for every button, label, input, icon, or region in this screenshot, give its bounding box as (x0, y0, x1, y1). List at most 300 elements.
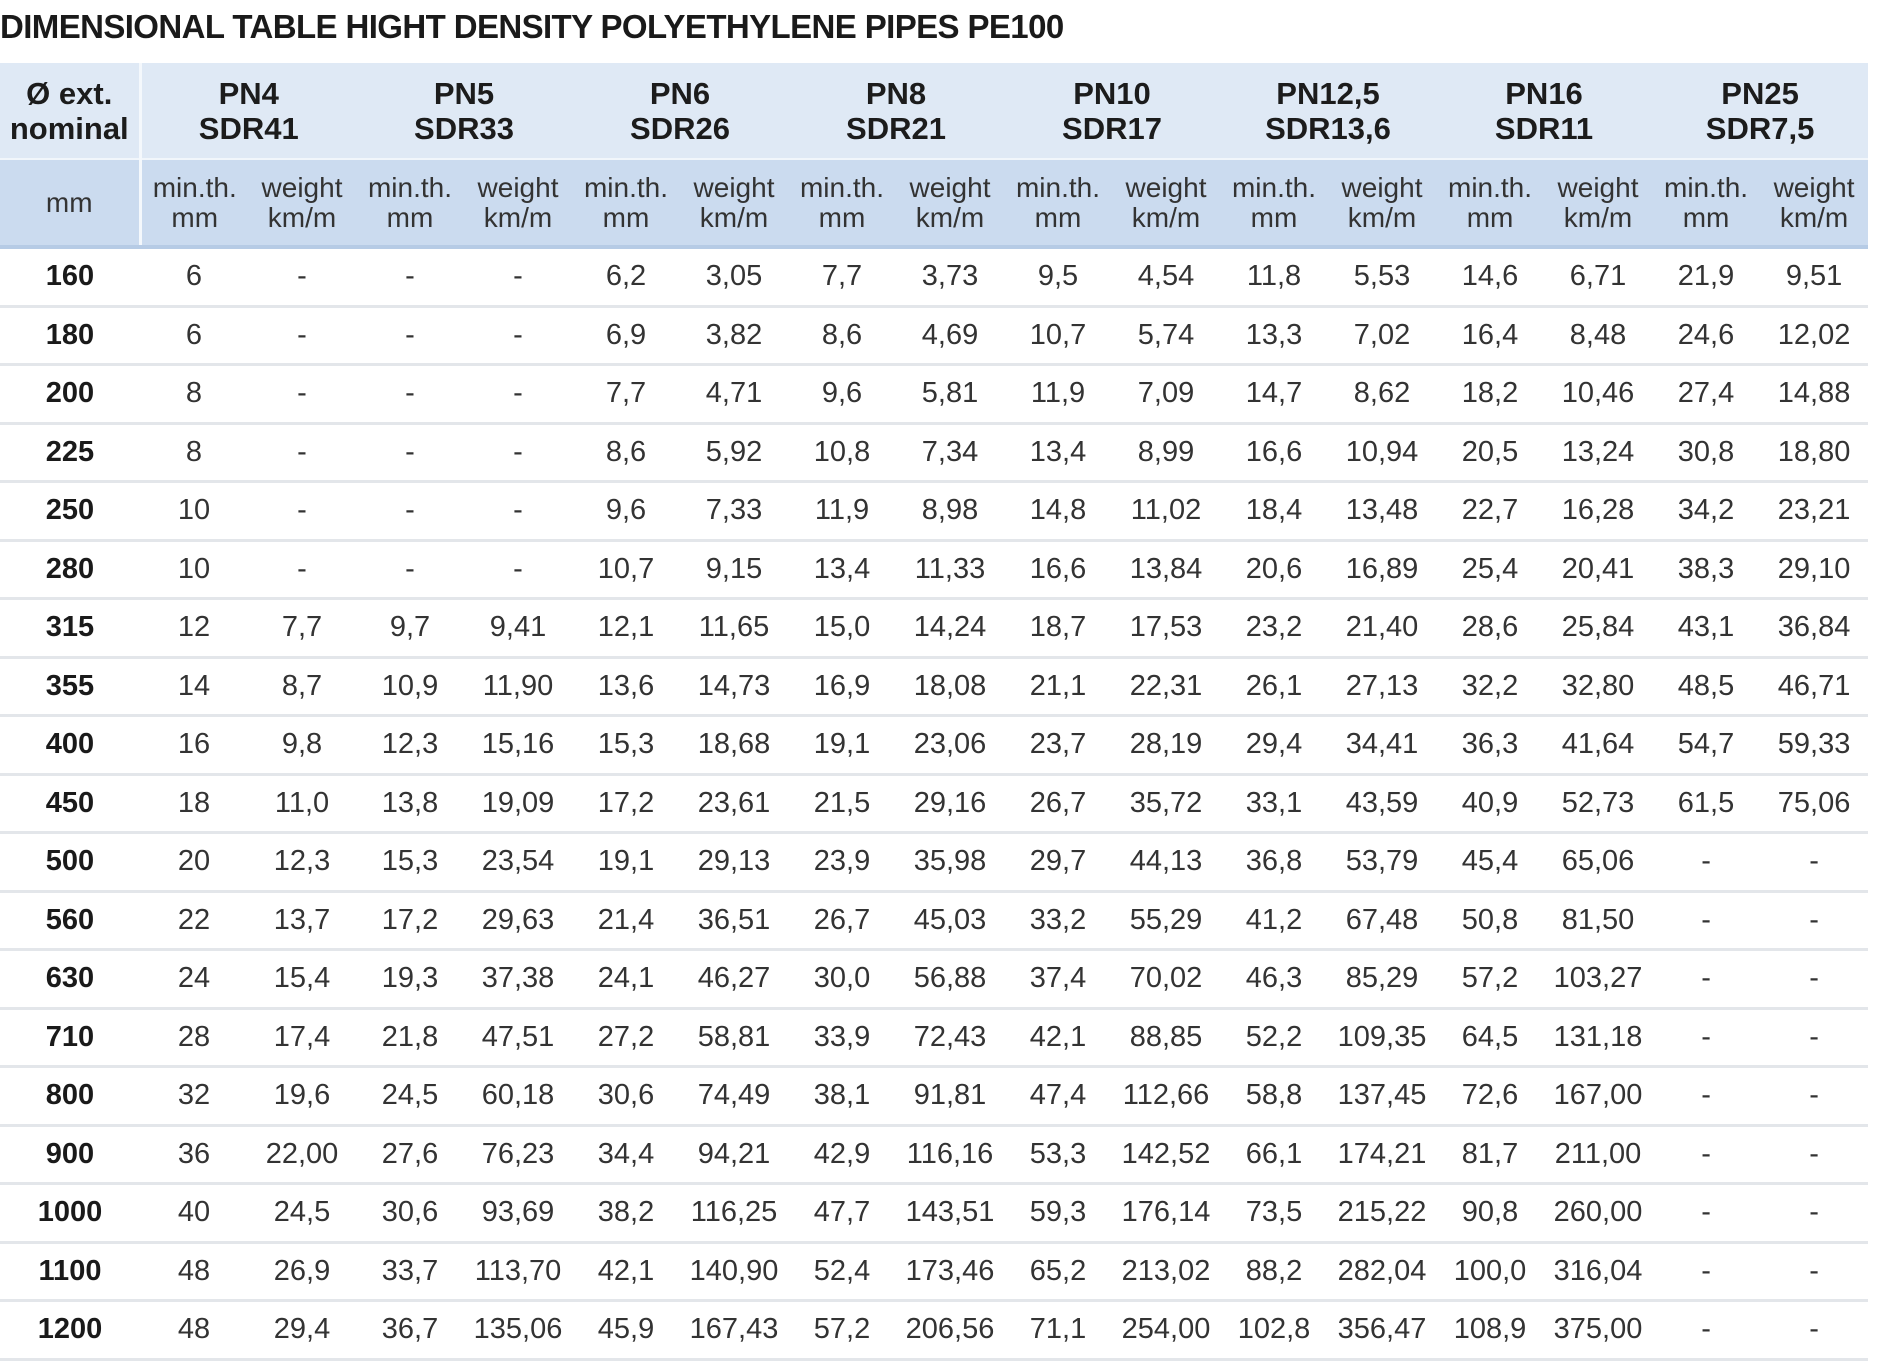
min-thickness-cell: 10 (140, 482, 248, 541)
min-thickness-header (1220, 159, 1328, 247)
min-thickness-cell: 32,2 (1436, 657, 1544, 716)
weight-cell: 113,70 (464, 1242, 572, 1301)
min-thickness-cell: 10,9 (356, 657, 464, 716)
weight-cell: 76,23 (464, 1125, 572, 1184)
min-thickness-cell: 24 (140, 950, 248, 1009)
weight-cell: 22,31 (1112, 657, 1220, 716)
weight-cell: 16,28 (1544, 482, 1652, 541)
weight-cell: 112,66 (1112, 1067, 1220, 1126)
thickness-header-line-1: min.th. (583, 171, 669, 203)
min-thickness-cell: 90,8 (1436, 1184, 1544, 1243)
min-thickness-cell: 54,7 (1652, 716, 1760, 775)
pressure-class-header (356, 63, 572, 159)
weight-cell: 213,02 (1112, 1242, 1220, 1301)
table-row (0, 716, 1868, 775)
weight-header-line-1: weight (693, 171, 775, 203)
weight-cell: 176,14 (1112, 1184, 1220, 1243)
table-row (0, 950, 1868, 1009)
pressure-class-header (1436, 63, 1652, 159)
sdr-label: SDR17 (1062, 110, 1162, 146)
weight-cell: 16,89 (1328, 540, 1436, 599)
weight-cell: 29,63 (464, 891, 572, 950)
od-unit-header: mm (0, 159, 140, 247)
weight-cell: 356,47 (1328, 1301, 1436, 1360)
min-thickness-cell: 26,7 (788, 891, 896, 950)
min-thickness-cell: 15,3 (572, 716, 680, 775)
weight-cell: 8,48 (1544, 306, 1652, 365)
pressure-class-header (788, 63, 1004, 159)
min-thickness-cell: 21,9 (1652, 247, 1760, 306)
min-thickness-cell: 28 (140, 1008, 248, 1067)
min-thickness-cell: 26,1 (1220, 657, 1328, 716)
min-thickness-cell: 40 (140, 1184, 248, 1243)
weight-header-line-2: km/m (1563, 201, 1633, 233)
thickness-header-line-2: mm (818, 201, 866, 233)
weight-cell: 10,94 (1328, 423, 1436, 482)
weight-cell: 282,04 (1328, 1242, 1436, 1301)
weight-cell: 29,13 (680, 833, 788, 892)
outer-diameter-cell: 710 (0, 1008, 140, 1067)
weight-cell: 20,41 (1544, 540, 1652, 599)
weight-cell: 23,54 (464, 833, 572, 892)
min-thickness-cell: 42,1 (1004, 1008, 1112, 1067)
min-thickness-cell: 36,3 (1436, 716, 1544, 775)
weight-cell: 4,71 (680, 365, 788, 424)
weight-header-line-1: weight (1125, 171, 1207, 203)
weight-cell: 26,9 (248, 1242, 356, 1301)
weight-header-line-2: km/m (483, 201, 553, 233)
table-row (0, 306, 1868, 365)
min-thickness-cell: 21,8 (356, 1008, 464, 1067)
min-thickness-cell: 24,6 (1652, 306, 1760, 365)
thickness-header-line-1: min.th. (1448, 171, 1533, 203)
weight-cell: - (1760, 833, 1868, 892)
weight-cell: 260,00 (1544, 1184, 1652, 1243)
min-thickness-cell: 45,4 (1436, 833, 1544, 892)
weight-cell: 37,38 (464, 950, 572, 1009)
min-thickness-cell: 38,1 (788, 1067, 896, 1126)
min-thickness-header (572, 159, 680, 247)
weight-cell: 19,6 (248, 1067, 356, 1126)
outer-diameter-cell: 200 (0, 365, 140, 424)
min-thickness-cell: - (1652, 833, 1760, 892)
pn-label: PN4 (218, 75, 279, 111)
table-row (0, 1125, 1868, 1184)
weight-cell: 7,34 (896, 423, 1004, 482)
min-thickness-header (1436, 159, 1544, 247)
pn-label: PN8 (865, 75, 927, 111)
weight-cell: 23,21 (1760, 482, 1868, 541)
table-row (0, 833, 1868, 892)
weight-cell: 65,06 (1544, 833, 1652, 892)
weight-cell: 8,7 (248, 657, 356, 716)
pn-label: PN16 (1505, 75, 1583, 111)
min-thickness-cell: 33,9 (788, 1008, 896, 1067)
weight-header (680, 159, 788, 247)
min-thickness-cell: 30,6 (572, 1067, 680, 1126)
weight-cell: 167,43 (680, 1301, 788, 1360)
min-thickness-cell: 50,8 (1436, 891, 1544, 950)
min-thickness-header (140, 159, 248, 247)
min-thickness-cell: 20,5 (1436, 423, 1544, 482)
min-thickness-cell: 8,6 (788, 306, 896, 365)
outer-diameter-cell: 400 (0, 716, 140, 775)
weight-cell: 47,51 (464, 1008, 572, 1067)
weight-cell: 36,51 (680, 891, 788, 950)
weight-cell: 17,4 (248, 1008, 356, 1067)
weight-cell: 11,90 (464, 657, 572, 716)
min-thickness-cell: 29,4 (1220, 716, 1328, 775)
weight-cell: - (1760, 1067, 1868, 1126)
min-thickness-cell: 12,1 (572, 599, 680, 658)
weight-cell: 85,29 (1328, 950, 1436, 1009)
min-thickness-cell: 47,4 (1004, 1067, 1112, 1126)
min-thickness-cell: 13,4 (788, 540, 896, 599)
min-thickness-cell: 37,4 (1004, 950, 1112, 1009)
min-thickness-cell: 8 (140, 423, 248, 482)
min-thickness-cell: 15,0 (788, 599, 896, 658)
weight-cell: 143,51 (896, 1184, 1004, 1243)
min-thickness-cell: 27,2 (572, 1008, 680, 1067)
min-thickness-cell: 33,2 (1004, 891, 1112, 950)
weight-cell: 8,99 (1112, 423, 1220, 482)
min-thickness-cell: 102,8 (1220, 1301, 1328, 1360)
min-thickness-cell: 16 (140, 716, 248, 775)
weight-cell: - (464, 306, 572, 365)
thickness-header-line-2: mm (1466, 201, 1514, 233)
weight-cell: 14,88 (1760, 365, 1868, 424)
weight-cell: 43,59 (1328, 774, 1436, 833)
weight-cell: 18,68 (680, 716, 788, 775)
header-row-pressure-class (0, 63, 1868, 159)
min-thickness-cell: 13,8 (356, 774, 464, 833)
min-thickness-cell: 7,7 (572, 365, 680, 424)
outer-diameter-cell: 1200 (0, 1301, 140, 1360)
weight-cell: 11,33 (896, 540, 1004, 599)
weight-cell: 173,46 (896, 1242, 1004, 1301)
min-thickness-cell: 17,2 (356, 891, 464, 950)
table-row (0, 1301, 1868, 1360)
min-thickness-cell: - (1652, 950, 1760, 1009)
min-thickness-cell: 30,8 (1652, 423, 1760, 482)
outer-diameter-cell: 1100 (0, 1242, 140, 1301)
weight-cell: 18,80 (1760, 423, 1868, 482)
weight-cell: 4,69 (896, 306, 1004, 365)
sdr-label: SDR7,5 (1705, 110, 1815, 146)
weight-cell: 93,69 (464, 1184, 572, 1243)
min-thickness-cell: 16,6 (1220, 423, 1328, 482)
weight-cell: 9,8 (248, 716, 356, 775)
weight-cell: 46,27 (680, 950, 788, 1009)
thickness-header-line-2: mm (1250, 201, 1298, 233)
pressure-class-header (1220, 63, 1436, 159)
weight-cell: - (248, 423, 356, 482)
sdr-label: SDR33 (414, 110, 514, 146)
weight-cell: - (1760, 950, 1868, 1009)
min-thickness-cell: - (1652, 1242, 1760, 1301)
weight-cell: 116,16 (896, 1125, 1004, 1184)
pn-label: PN10 (1073, 75, 1151, 111)
min-thickness-cell: 10,7 (572, 540, 680, 599)
table-row (0, 482, 1868, 541)
weight-header-line-2: km/m (1347, 201, 1417, 233)
thickness-header-line-1: min.th. (1231, 171, 1317, 203)
min-thickness-cell: 100,0 (1436, 1242, 1544, 1301)
weight-cell: 140,90 (680, 1242, 788, 1301)
weight-cell: 12,02 (1760, 306, 1868, 365)
min-thickness-cell: 24,1 (572, 950, 680, 1009)
weight-cell: 59,33 (1760, 716, 1868, 775)
pressure-class-header (572, 63, 788, 159)
weight-cell: 28,19 (1112, 716, 1220, 775)
weight-cell: 52,73 (1544, 774, 1652, 833)
min-thickness-cell: 25,4 (1436, 540, 1544, 599)
outer-diameter-cell: 315 (0, 599, 140, 658)
min-thickness-cell: - (1652, 891, 1760, 950)
thickness-header-line-2: mm (1682, 201, 1730, 233)
weight-cell: - (248, 247, 356, 306)
min-thickness-cell: 65,2 (1004, 1242, 1112, 1301)
min-thickness-cell: 21,1 (1004, 657, 1112, 716)
outer-diameter-cell: 900 (0, 1125, 140, 1184)
min-thickness-cell: 11,9 (788, 482, 896, 541)
min-thickness-cell: 34,2 (1652, 482, 1760, 541)
min-thickness-cell: 33,1 (1220, 774, 1328, 833)
weight-cell: 91,81 (896, 1067, 1004, 1126)
outer-diameter-cell: 280 (0, 540, 140, 599)
weight-cell: 109,35 (1328, 1008, 1436, 1067)
pn-label: PN12,5 (1276, 75, 1380, 111)
table-row (0, 1008, 1868, 1067)
min-thickness-cell: 45,9 (572, 1301, 680, 1360)
weight-cell: 58,81 (680, 1008, 788, 1067)
outer-diameter-cell: 500 (0, 833, 140, 892)
min-thickness-cell: 47,7 (788, 1184, 896, 1243)
weight-cell: 14,73 (680, 657, 788, 716)
weight-cell: 254,00 (1112, 1301, 1220, 1360)
weight-cell: 11,0 (248, 774, 356, 833)
pressure-class-header (140, 63, 356, 159)
weight-cell: 23,06 (896, 716, 1004, 775)
weight-cell: 23,61 (680, 774, 788, 833)
sdr-label: SDR26 (630, 110, 730, 146)
table-row (0, 1184, 1868, 1243)
min-thickness-cell: 57,2 (788, 1301, 896, 1360)
weight-cell: 142,52 (1112, 1125, 1220, 1184)
min-thickness-cell: 13,6 (572, 657, 680, 716)
min-thickness-cell: 19,3 (356, 950, 464, 1009)
min-thickness-cell: 81,7 (1436, 1125, 1544, 1184)
min-thickness-cell: 42,1 (572, 1242, 680, 1301)
min-thickness-cell: 73,5 (1220, 1184, 1328, 1243)
pn-label: PN5 (433, 75, 495, 111)
min-thickness-cell: - (1652, 1301, 1760, 1360)
min-thickness-cell: 41,2 (1220, 891, 1328, 950)
thickness-header-line-1: min.th. (1664, 171, 1749, 203)
min-thickness-cell: 19,1 (572, 833, 680, 892)
table-row (0, 540, 1868, 599)
min-thickness-cell: 10 (140, 540, 248, 599)
table-row (0, 657, 1868, 716)
min-thickness-cell: 52,2 (1220, 1008, 1328, 1067)
weight-header (896, 159, 1004, 247)
table-body (0, 247, 1868, 1359)
weight-header (1544, 159, 1652, 247)
min-thickness-cell: 21,5 (788, 774, 896, 833)
weight-cell: 36,84 (1760, 599, 1868, 658)
min-thickness-cell: 72,6 (1436, 1067, 1544, 1126)
min-thickness-cell: 36 (140, 1125, 248, 1184)
outer-diameter-cell: 450 (0, 774, 140, 833)
weight-cell: 7,02 (1328, 306, 1436, 365)
min-thickness-cell: 6 (140, 306, 248, 365)
min-thickness-cell: 13,4 (1004, 423, 1112, 482)
weight-cell: 12,3 (248, 833, 356, 892)
weight-cell: 13,24 (1544, 423, 1652, 482)
min-thickness-cell: 9,6 (572, 482, 680, 541)
weight-cell: - (1760, 1301, 1868, 1360)
weight-cell: 5,81 (896, 365, 1004, 424)
min-thickness-cell: - (1652, 1008, 1760, 1067)
weight-cell: 174,21 (1328, 1125, 1436, 1184)
min-thickness-cell: 22 (140, 891, 248, 950)
min-thickness-cell: 32 (140, 1067, 248, 1126)
weight-cell: - (248, 482, 356, 541)
weight-header-line-1: weight (1773, 171, 1855, 203)
weight-header-line-2: km/m (915, 201, 985, 233)
weight-cell: - (248, 540, 356, 599)
weight-cell: 29,4 (248, 1301, 356, 1360)
min-thickness-cell: 14,8 (1004, 482, 1112, 541)
weight-cell: 5,92 (680, 423, 788, 482)
weight-cell: 3,73 (896, 247, 1004, 306)
weight-cell: 27,13 (1328, 657, 1436, 716)
min-thickness-cell: 30,6 (356, 1184, 464, 1243)
weight-cell: 3,82 (680, 306, 788, 365)
weight-cell: - (1760, 891, 1868, 950)
min-thickness-cell: 52,4 (788, 1242, 896, 1301)
weight-cell: 5,74 (1112, 306, 1220, 365)
weight-cell: 4,54 (1112, 247, 1220, 306)
min-thickness-cell: 26,7 (1004, 774, 1112, 833)
weight-cell: - (1760, 1184, 1868, 1243)
min-thickness-cell: 30,0 (788, 950, 896, 1009)
outer-diameter-cell: 355 (0, 657, 140, 716)
min-thickness-cell: 23,2 (1220, 599, 1328, 658)
weight-cell: 215,22 (1328, 1184, 1436, 1243)
min-thickness-cell: 10,8 (788, 423, 896, 482)
min-thickness-cell: 27,6 (356, 1125, 464, 1184)
thickness-header-line-1: min.th. (367, 171, 453, 203)
thickness-header-line-2: mm (1034, 201, 1082, 233)
min-thickness-cell: - (356, 482, 464, 541)
weight-cell: - (464, 247, 572, 306)
weight-cell: 45,03 (896, 891, 1004, 950)
pn-label: PN25 (1721, 75, 1799, 111)
weight-cell: 55,29 (1112, 891, 1220, 950)
thickness-header-line-1: min.th. (1015, 171, 1101, 203)
sdr-label: SDR21 (846, 110, 946, 146)
weight-cell: 44,13 (1112, 833, 1220, 892)
min-thickness-cell: 43,1 (1652, 599, 1760, 658)
header-row-units (0, 159, 1868, 247)
min-thickness-cell: - (356, 365, 464, 424)
weight-header-line-2: km/m (1131, 201, 1201, 233)
min-thickness-cell: 8 (140, 365, 248, 424)
min-thickness-cell: - (356, 247, 464, 306)
weight-cell: 34,41 (1328, 716, 1436, 775)
min-thickness-cell: 23,7 (1004, 716, 1112, 775)
outer-diameter-cell: 630 (0, 950, 140, 1009)
weight-header-line-1: weight (1557, 171, 1639, 203)
min-thickness-cell: 6 (140, 247, 248, 306)
min-thickness-header (356, 159, 464, 247)
sdr-label: SDR11 (1494, 110, 1594, 146)
min-thickness-cell: 17,2 (572, 774, 680, 833)
min-thickness-cell: 6,2 (572, 247, 680, 306)
weight-cell: 135,06 (464, 1301, 572, 1360)
weight-header (1328, 159, 1436, 247)
min-thickness-cell: 42,9 (788, 1125, 896, 1184)
min-thickness-cell: 11,8 (1220, 247, 1328, 306)
weight-cell: - (1760, 1242, 1868, 1301)
min-thickness-cell: 19,1 (788, 716, 896, 775)
weight-cell: 46,71 (1760, 657, 1868, 716)
weight-cell: 94,21 (680, 1125, 788, 1184)
table-row (0, 247, 1868, 306)
weight-header-line-1: weight (909, 171, 991, 203)
weight-header (1760, 159, 1868, 247)
weight-cell: 41,64 (1544, 716, 1652, 775)
min-thickness-cell: - (1652, 1067, 1760, 1126)
min-thickness-header (788, 159, 896, 247)
min-thickness-cell: 21,4 (572, 891, 680, 950)
weight-cell: 15,4 (248, 950, 356, 1009)
weight-cell: 167,00 (1544, 1067, 1652, 1126)
table-row (0, 365, 1868, 424)
weight-cell: 9,15 (680, 540, 788, 599)
weight-cell: 11,02 (1112, 482, 1220, 541)
thickness-header-line-2: mm (386, 201, 434, 233)
min-thickness-cell: 16,6 (1004, 540, 1112, 599)
min-thickness-cell: 9,5 (1004, 247, 1112, 306)
weight-cell: - (464, 423, 572, 482)
weight-cell: 22,00 (248, 1125, 356, 1184)
outer-diameter-cell: 160 (0, 247, 140, 306)
table-row (0, 1242, 1868, 1301)
min-thickness-cell: 14,7 (1220, 365, 1328, 424)
min-thickness-cell: 18 (140, 774, 248, 833)
weight-cell: 13,84 (1112, 540, 1220, 599)
min-thickness-cell: 22,7 (1436, 482, 1544, 541)
min-thickness-cell: 48 (140, 1242, 248, 1301)
min-thickness-header (1004, 159, 1112, 247)
min-thickness-cell: 16,9 (788, 657, 896, 716)
weight-cell: 7,09 (1112, 365, 1220, 424)
pressure-class-header (1652, 63, 1868, 159)
weight-header-line-2: km/m (1779, 201, 1849, 233)
weight-cell: 137,45 (1328, 1067, 1436, 1126)
weight-cell: 72,43 (896, 1008, 1004, 1067)
min-thickness-cell: 40,9 (1436, 774, 1544, 833)
weight-cell: 316,04 (1544, 1242, 1652, 1301)
min-thickness-cell: 36,7 (356, 1301, 464, 1360)
min-thickness-cell: - (356, 423, 464, 482)
weight-header-line-2: km/m (267, 201, 337, 233)
min-thickness-cell: 27,4 (1652, 365, 1760, 424)
min-thickness-cell: 18,2 (1436, 365, 1544, 424)
weight-cell: 3,05 (680, 247, 788, 306)
